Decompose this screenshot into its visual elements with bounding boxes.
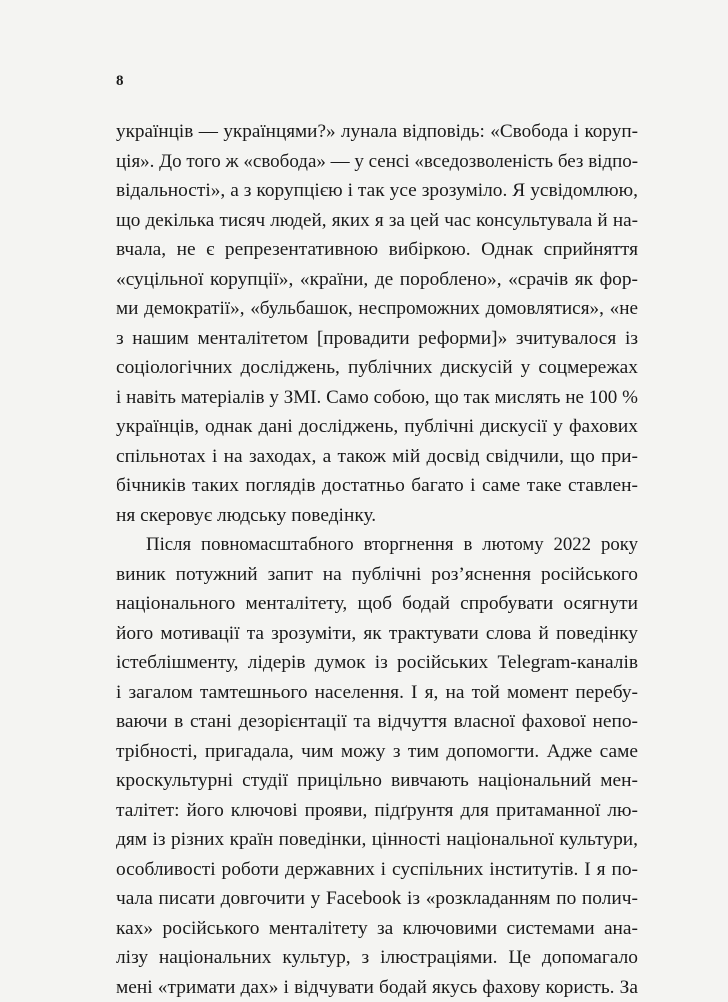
text-line: «суцільної корупції», «країни, де пороблено», «срачів як фор- bbox=[116, 265, 638, 295]
text-line: істеблішменту, лідерів думок із російських Telegram-каналів bbox=[116, 648, 638, 678]
body-text bbox=[116, 117, 638, 1002]
text-line: виник потужний запит на публічні роз’яснення російського bbox=[116, 560, 638, 590]
text-line: бічників таких поглядів достатньо багато і саме таке ставлен- bbox=[116, 471, 638, 501]
text-line: талітет: його ключові прояви, підґрунтя для притаманної лю- bbox=[116, 796, 638, 826]
text-line: і навіть матеріалів у ЗМІ. Само собою, що так мислять не 100 % bbox=[116, 383, 638, 413]
text-line: ми демократії», «бульбашок, неспроможних домовлятися», «не bbox=[116, 294, 638, 324]
paragraph-1 bbox=[116, 117, 638, 530]
text-line: українців, однак дані досліджень, публічні дискусії у фахових bbox=[116, 412, 638, 442]
text-line: кроскультурні студії прицільно вивчають національний мен- bbox=[116, 766, 638, 796]
text-line: особливості роботи державних і суспільних інститутів. І я по- bbox=[116, 855, 638, 885]
text-line: з нашим менталітетом [провадити реформи]» зчитувалося із bbox=[116, 324, 638, 354]
page-number: 8 bbox=[116, 71, 124, 91]
text-line: ках» російського менталітету за ключовими системами ана- bbox=[116, 914, 638, 944]
text-line: що декілька тисяч людей, яких я за цей час консультувала й на- bbox=[116, 206, 638, 236]
text-line: трібності, пригадала, чим можу з тим допомогти. Адже саме bbox=[116, 737, 638, 767]
text-line: спільнотах і на заходах, а також мій досвід свідчили, що при- bbox=[116, 442, 638, 472]
text-line: українців — українцями?» лунала відповідь: «Свобода і коруп- bbox=[116, 117, 638, 147]
text-line: соціологічних досліджень, публічних дискусій у соцмережах bbox=[116, 353, 638, 383]
text-line: вчала, не є репрезентативною вибіркою. Однак сприйняття bbox=[116, 235, 638, 265]
text-line: ція». До того ж «свобода» — у сенсі «вседозволеність без відпо- bbox=[116, 147, 638, 177]
text-line: і загалом тамтешнього населення. І я, на той момент перебу- bbox=[116, 678, 638, 708]
text-line: дям із різних країн поведінки, цінності національної культури, bbox=[116, 825, 638, 855]
text-line: ваючи в стані дезорієнтації та відчуття власної фахової непо- bbox=[116, 707, 638, 737]
text-line: Після повномасштабного вторгнення в лютому 2022 року bbox=[116, 530, 638, 560]
text-line: відальності», а з корупцією і так усе зрозуміло. Я усвідомлюю, bbox=[116, 176, 638, 206]
paragraph-2 bbox=[116, 530, 638, 1002]
text-line: його мотивації та зрозуміти, як трактувати слова й поведінку bbox=[116, 619, 638, 649]
text-line: ня скеровує людську поведінку. bbox=[116, 501, 638, 531]
text-line: національного менталітету, щоб бодай спробувати осягнути bbox=[116, 589, 638, 619]
text-line: мені «тримати дах» і відчувати бодай якусь фахову користь. За bbox=[116, 973, 638, 1002]
text-line: чала писати довгочити у Facebook із «розкладанням по полич- bbox=[116, 884, 638, 914]
text-line: лізу національних культур, з ілюстраціями. Це допомагало bbox=[116, 943, 638, 973]
